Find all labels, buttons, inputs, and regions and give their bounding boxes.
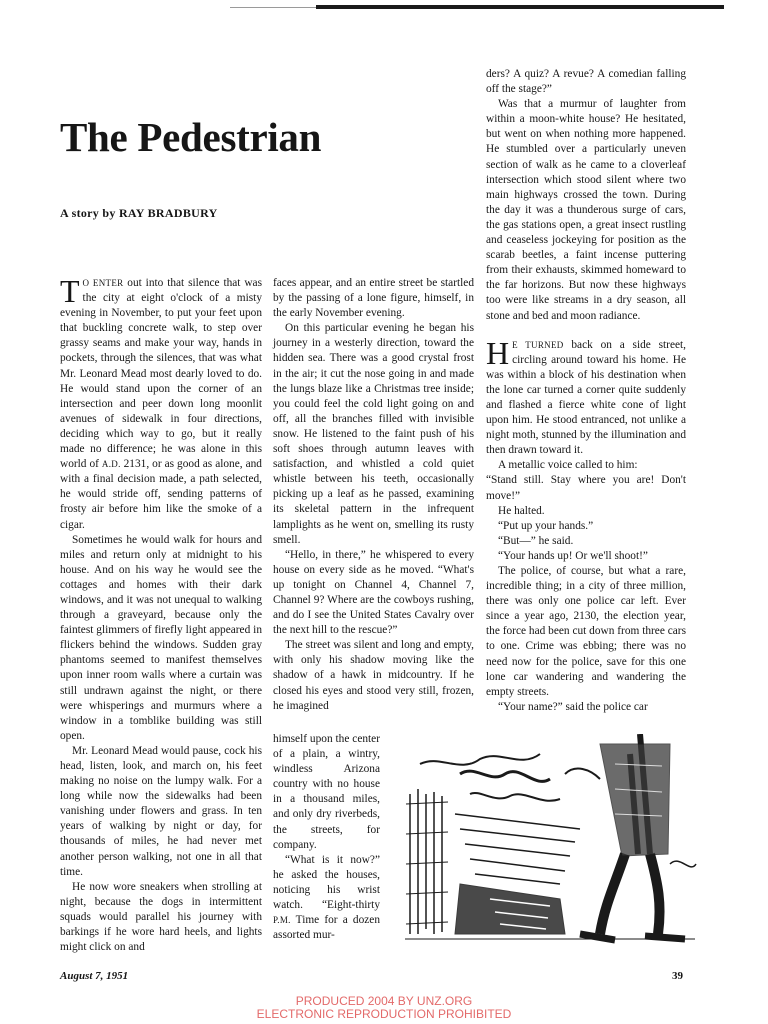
text-column-3	[486, 67, 686, 715]
paragraph: “Your hands up! Or we'll shoot!”	[498, 549, 648, 562]
page-number: 39	[672, 970, 683, 982]
paragraph-text: 2131, or as good as alone, and with a final decision made, a path selected, he would stride off, sending patterns of frosty air before him like the smoke of a cigar.	[60, 458, 262, 531]
paragraph: The police, of course, but what a rare, incredible thing; in a city of three million, there was only one police car left. Ever since a year ago, 2130, the election year, the force had been cut down from three cars to one. Crime was ebbing; there was no need now for the police, save for this one lone car wandering and wandering the empty streets.	[486, 565, 686, 698]
paragraph: faces appear, and an entire street be startled by the passing of a lone figure, himself, in the early November evening.	[273, 277, 474, 320]
paragraph: “But—” he said.	[498, 534, 574, 547]
paragraph: Sometimes he would walk for hours and miles and return only at midnight to his house. And on his way he would see the cottages and homes with their dark windows, and it was not unequal to walking through a graveyard, because only the faintest glimmers of firefly light appeared in flickers behind the windows. Sudden gray phantoms seemed to manifest themselves upon inner room walls where a curtain was still undrawn against the night, or there were whisperings and murmurs where a window in a tomblike building was still open.	[60, 533, 262, 742]
drop-cap: T	[60, 273, 80, 309]
paragraph	[273, 853, 380, 944]
paragraph-text: back on a side street, circling around toward his home. He was within a block of his destination when the lone car turned a corner quite suddenly and flashed a fierce white cone of light upon him. He stood entranced, not unlike a night moth, stunned by the illumination and then drawn toward it.	[486, 338, 687, 457]
paragraph: “Hello, in there,” he whispered to every house on every side as he moved. “What's up tonight on Channel 4, Channel 7, Channel 9? Where are the cowboys rushing, and do I see the United States Cavalry over the next hill to the rescue?”	[273, 548, 474, 637]
drop-cap: H	[486, 334, 510, 371]
header-rule-thin	[230, 7, 316, 8]
article-byline: A story by RAY BRADBURY	[60, 206, 218, 220]
article-title: The Pedestrian	[60, 114, 322, 160]
pedestrian-illustration	[400, 734, 700, 944]
section-break	[486, 324, 686, 338]
text-column-2-narrow	[273, 732, 380, 943]
small-caps-lead: O ENTER	[82, 278, 124, 288]
watermark-line-2: ELECTRONIC REPRODUCTION PROHIBITED	[256, 1007, 512, 1021]
issue-date: August 7, 1951	[60, 970, 129, 982]
paragraph-text: Time for a dozen assorted mur-	[273, 914, 380, 942]
paragraph: Was that a murmur of laughter from within a moon-white house? He hesitated, but went on when nothing more happened. He stumbled over a particularly uneven section of walk as he came to a cloverleaf intersection which stood silent where two main highways crossed the town. During the day it was a thunderous surge of cars, the gas stations open, a great insect rustling and ceaseless jockeying for position as the scarab beetles, a faint incense puttering from their exhausts, skimmed homeward to the far horizons. But now these highways too were like streams in a dry season, all stone and bed and moon radiance.	[486, 98, 686, 322]
paragraph: “Your name?” said the police car	[498, 700, 648, 713]
paragraph: A metallic voice called to him:	[498, 459, 638, 472]
small-caps-lead: E TURNED	[512, 339, 564, 350]
header-rule	[316, 5, 724, 9]
watermark-line-1: PRODUCED 2004 BY UNZ.ORG	[295, 994, 473, 1008]
paragraph: “Put up your hands.”	[498, 519, 594, 532]
paragraph: ders? A quiz? A revue? A comedian falling off the stage?”	[486, 68, 686, 96]
paragraph: He halted.	[498, 504, 545, 517]
small-caps-ad: A.D.	[101, 459, 121, 470]
paragraph-text: out into that silence that was the city at eight o'clock of a misty evening in November, to put your feet upon that buckling concrete walk, to step over grassy seams and make your way, hands in pockets, through the silences, that was what Mr. Leonard Mead most dearly loved to do. He would stand upon the corner of an intersection and peer down long moonlit avenues of sidewalk in four directions, deciding which way to go, but it really made no difference; he was alone in this world of	[60, 277, 262, 471]
paragraph: “Stand still. Stay where you are! Don't move!”	[486, 474, 686, 502]
paragraph	[486, 334, 687, 459]
text-column-2	[273, 276, 474, 714]
paragraph: himself upon the center of a plain, a wintry, windless Arizona country with no house in a thousand miles, and only dry riverbeds, the streets, for company.	[273, 733, 380, 851]
paragraph: Mr. Leonard Mead would pause, cock his head, listen, look, and march on, his feet making no noise on the lumpy walk. For a long while now the sidewalks had been vanishing under flowers and grass. In ten years of walking by night or day, for thousands of miles, he had never met another person walking, not one in all that time.	[60, 744, 262, 878]
small-caps-pm: P.M.	[273, 915, 291, 926]
paragraph: The street was silent and long and empty, with only his shadow moving like the shadow of a hawk in midcountry. If he closed his eyes and stood very still, frozen, he imagined	[273, 639, 474, 712]
paragraph: He now wore sneakers when strolling at night, because the dogs in intermittent squads would parallel his journey with barkings if he wore hard heels, and lights might click on and	[60, 880, 262, 954]
paragraph	[60, 273, 262, 533]
paragraph-text: “What is it now?” he asked the houses, noticing his wrist watch. “Eight-thirty	[273, 853, 380, 912]
paragraph: On this particular evening he began his journey in a westerly direction, toward the hidden sea. There was a good crystal frost in the air; it cut the nose going in and made the lungs blaze like a Christmas tree inside; you could feel the cold light going on and off, all the branches filled with invisible snow. He listened to the faint push of his soft shoes through autumn leaves with satisfaction, and whistled a cold quiet whistle between his teeth, occasionally picking up a leaf as he passed, examining its skeletal pattern in the infrequent lamplights as he went on, smelling its rusty smell.	[273, 322, 474, 546]
text-column-1	[60, 273, 262, 955]
